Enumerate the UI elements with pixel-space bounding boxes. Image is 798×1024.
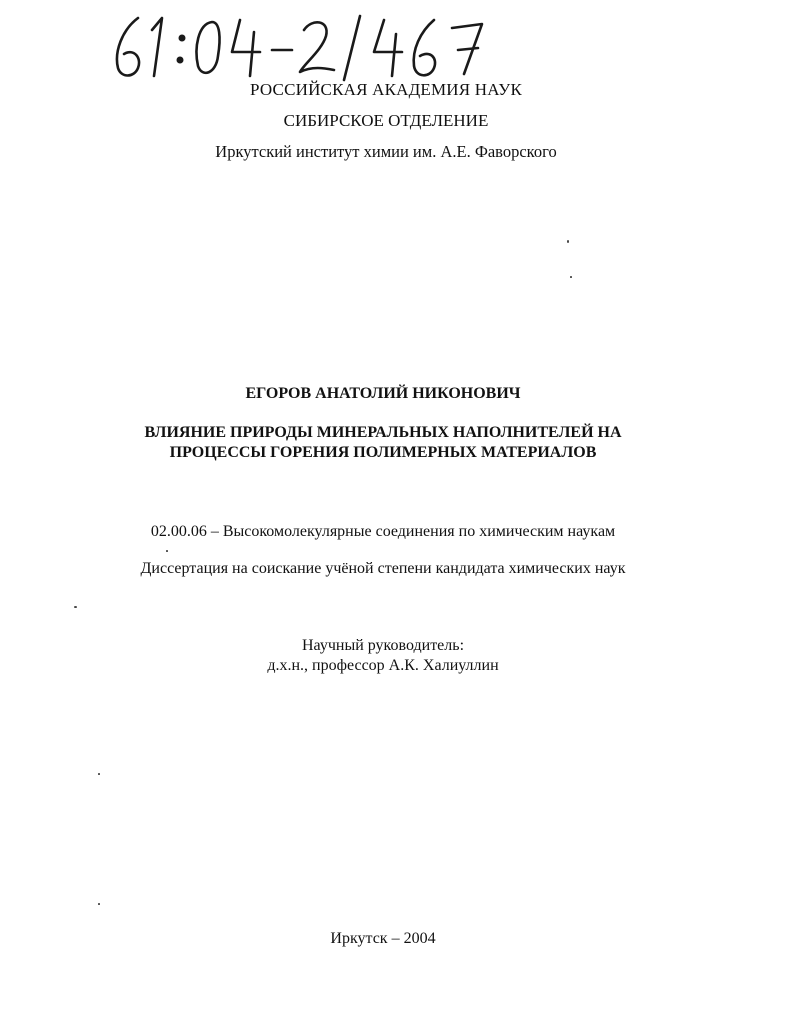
thesis-title-line-2: ПРОЦЕССЫ ГОРЕНИЯ ПОЛИМЕРНЫХ МАТЕРИАЛОВ bbox=[169, 444, 597, 461]
division-name: СИБИРСКОЕ ОТДЕЛЕНИЕ bbox=[283, 111, 489, 130]
specialty-code: 02.00.06 – Высокомолекулярные соединения по химическим наукам bbox=[150, 523, 616, 540]
author-name: ЕГОРОВ АНАТОЛИЙ НИКОНОВИЧ bbox=[245, 385, 521, 402]
thesis-title-line-1: ВЛИЯНИЕ ПРИРОДЫ МИНЕРАЛЬНЫХ НАПОЛНИТЕЛЕЙ НА bbox=[144, 424, 622, 441]
city-year: Иркутск – 2004 bbox=[330, 930, 436, 947]
degree-statement: Диссертация на соискание учёной степени кандидата химических наук bbox=[140, 560, 626, 577]
scan-speck bbox=[98, 773, 100, 775]
institute-name: Иркутский институт химии им. А.Е. Фаворского bbox=[215, 142, 557, 161]
scan-speck bbox=[570, 276, 572, 278]
supervisor-name: д.х.н., профессор А.К. Халиуллин bbox=[267, 657, 499, 674]
scan-speck bbox=[166, 550, 168, 552]
handwritten-archive-number bbox=[108, 8, 508, 86]
organization-name: РОССИЙСКАЯ АКАДЕМИЯ НАУК bbox=[249, 80, 522, 99]
supervisor-label: Научный руководитель: bbox=[301, 637, 465, 654]
scan-speck bbox=[98, 903, 100, 905]
scan-speck bbox=[74, 606, 77, 608]
scan-speck bbox=[567, 240, 569, 243]
